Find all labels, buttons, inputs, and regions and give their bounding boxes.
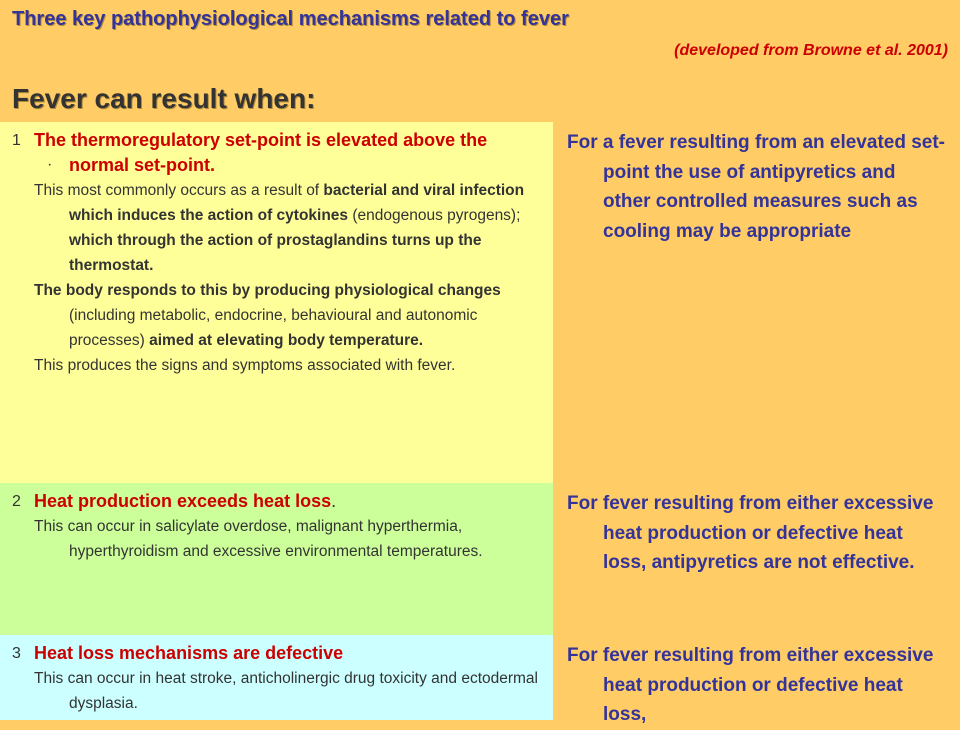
mechanism-1-para-3: This produces the signs and symptoms associated with fever.	[34, 357, 456, 374]
mechanism-2-treatment	[553, 483, 960, 635]
slide-title: Three key pathophysiological mechanisms related to fever	[12, 8, 569, 30]
mechanism-row-2	[0, 483, 960, 635]
mechanism-1-description	[0, 122, 553, 483]
mechanism-3-treatment	[553, 635, 960, 725]
mechanism-1-lead: The thermoregulatory set-point is elevated above the normal set-point.	[34, 130, 488, 175]
row-number: 2	[12, 493, 21, 510]
mechanism-2-para-1: This can occur in salicylate overdose, malignant hyperthermia, hyperthyroidism and excessive environmental temperatures.	[34, 518, 483, 560]
mechanism-row-3	[0, 635, 960, 725]
source-citation: (developed from Browne et al. 2001)	[674, 42, 948, 59]
mechanism-row-1	[0, 122, 960, 483]
mechanism-1-para-1: This most commonly occurs as a result of bacterial and viral infection which induces the action of cytokines (endogenous pyrogens); which through the action of prostaglandins turns up the thermostat.	[34, 182, 525, 274]
mechanism-3-para-1: This can occur in heat stroke, anticholinergic drug toxicity and ectodermal dysplasia.	[34, 670, 538, 712]
treatment-text: For fever resulting from either excessive heat production or defective heat loss, antipyretics are not effective.	[567, 493, 934, 573]
mechanism-3-description	[0, 635, 553, 720]
row-number: 1	[12, 132, 21, 149]
mechanism-2-description	[0, 483, 553, 635]
treatment-text: For a fever resulting from an elevated set-point the use of antipyretics and other controlled measures such as cooling may be appropriate	[567, 132, 946, 242]
mechanism-2-lead: Heat production exceeds heat loss.	[34, 491, 337, 511]
row-number: 3	[12, 645, 21, 662]
bullet-dot: ·	[47, 156, 53, 173]
mechanism-1-treatment	[553, 122, 960, 483]
treatment-text: For fever resulting from either excessive heat production or defective heat loss,	[567, 645, 934, 725]
mechanism-1-para-2: The body responds to this by producing physiological changes (including metabolic, endocrine, behavioural and autonomic processes) aimed at elevating body temperature.	[34, 282, 501, 349]
section-heading: Fever can result when:	[12, 83, 316, 114]
mechanism-3-lead: Heat loss mechanisms are defective	[34, 643, 344, 663]
